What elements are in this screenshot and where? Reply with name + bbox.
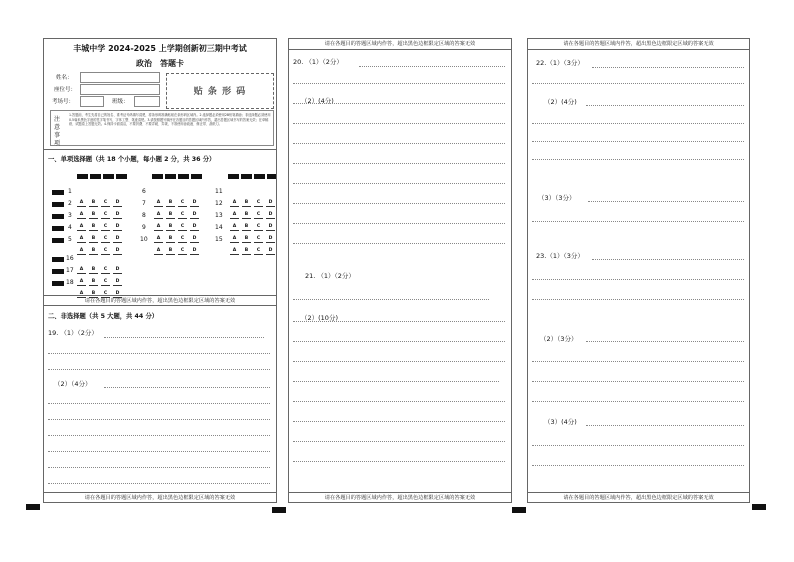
- boundary-notice-bottom-2: 请在各题目的答题区域内作答，超出黑色边框限定区域的答案无效: [324, 495, 476, 501]
- q9-options[interactable]: A B C D: [154, 224, 202, 243]
- barcode-label: 贴 条 形 码: [193, 87, 247, 97]
- q5-number: 5: [68, 236, 72, 243]
- room-label: 考场号：: [52, 99, 75, 105]
- q16-options[interactable]: A B C D: [77, 255, 125, 274]
- answer-panel-1: [43, 38, 277, 503]
- notice-box: [50, 110, 274, 146]
- q19-part1: 19. （1）（2分）: [48, 329, 98, 337]
- barcode-area: [166, 73, 274, 109]
- q19-part2: （2）（4分）: [54, 380, 92, 388]
- q3-options[interactable]: A B C D: [77, 212, 125, 231]
- q9-number: 9: [142, 224, 146, 231]
- q10-options[interactable]: A B C D: [154, 236, 202, 255]
- name-field[interactable]: [80, 72, 160, 83]
- q1-number: 1: [68, 188, 72, 195]
- q21-part1: 21. （1）（2分）: [305, 272, 355, 280]
- q20-part2: （2）(4分): [301, 97, 334, 105]
- q21-part2: （2）(10分): [301, 314, 338, 322]
- q15-options[interactable]: A B C D: [230, 236, 278, 255]
- q3-number: 3: [68, 212, 72, 219]
- exam-subtitle: 政治 答题卡: [136, 59, 184, 68]
- section2-title: 二、非选择题（共 5 大题，共 44 分）: [48, 313, 159, 320]
- exam-title: 丰城中学 2024-2025 上学期创新初三期中考试: [73, 44, 247, 53]
- q17-number: 17: [66, 267, 74, 274]
- q7-number: 7: [142, 200, 146, 207]
- q12-number: 12: [215, 200, 223, 207]
- q14-options[interactable]: A B C D: [230, 224, 278, 243]
- boundary-notice-top-2: 请在各题目的答题区域内作答，超出黑色边框限定区域的答案无效: [324, 41, 476, 47]
- alignment-marker-1: [26, 504, 40, 510]
- q12-options[interactable]: A B C D: [230, 200, 278, 219]
- answer-panel-3: [527, 38, 750, 503]
- answer-panel-2: [288, 38, 512, 503]
- q23-part3: （3）(4分): [544, 418, 577, 426]
- q15-number: 15: [215, 236, 223, 243]
- q14-number: 14: [215, 224, 223, 231]
- notice-text: 1.答题前，考生先将自己的姓名、准考证号码填写清楚，将条形码准确粘贴在条形码区域内。2.选择题必须使用2B铅笔填涂；非选择题必须使用0.5毫米黑色字迹的签字笔书写，字体工整、笔迹清楚。3.请按照题号顺序在各题目的答题区域内作答，超出答题区域书写的答案无效；在草稿纸、试题卷上答题无效。4.保持卡面清洁，不要折叠、不要弄破、弄皱，不准使用涂改液、修正带、刮纸刀。: [69, 113, 271, 126]
- q20-part1: 20. （1）（2分）: [293, 58, 343, 66]
- q8-number: 8: [142, 212, 146, 219]
- q11-options[interactable]: A B C D: [230, 188, 278, 207]
- q10-number: 10: [140, 236, 148, 243]
- notice-label: 注 意 事 项: [54, 116, 61, 147]
- boundary-notice-bottom-1: 请在各题目的答题区域内作答，超出黑色边框限定区域的答案无效: [84, 495, 236, 501]
- q13-number: 13: [215, 212, 223, 219]
- seat-field[interactable]: [80, 84, 160, 95]
- name-label: 姓名：: [56, 75, 73, 81]
- q13-options[interactable]: A B C D: [230, 212, 278, 231]
- q6-options[interactable]: A B C D: [154, 188, 202, 207]
- boundary-notice: 请在各题目的答题区域内作答，超出黑色边框限定区域的答案无效: [84, 298, 236, 304]
- boundary-notice-top-3: 请在各题目的答题区域内作答，超出黑色边框限定区域的答案无效: [563, 41, 714, 47]
- alignment-marker-2: [272, 507, 286, 513]
- q1-options[interactable]: A B C D: [77, 188, 125, 207]
- alignment-marker-3: [512, 507, 526, 513]
- q22-part3: （3）（3分）: [538, 194, 576, 202]
- class-field[interactable]: [134, 96, 160, 107]
- info-grid: [50, 71, 160, 109]
- q23-part2: （2）（3分）: [540, 335, 578, 343]
- q22-part1: 22.（1）（3分）: [536, 59, 584, 67]
- q11-number: 11: [215, 188, 223, 195]
- q2-options[interactable]: A B C D: [77, 200, 125, 219]
- q8-options[interactable]: A B C D: [154, 212, 202, 231]
- q4-options[interactable]: A B C D: [77, 224, 125, 243]
- q18-number: 18: [66, 279, 74, 286]
- q5-options[interactable]: A B C D: [77, 236, 125, 255]
- q18-options[interactable]: A B C D: [77, 279, 125, 298]
- q4-number: 4: [68, 224, 72, 231]
- room-field[interactable]: [80, 96, 104, 107]
- q17-options[interactable]: A B C D: [77, 267, 125, 286]
- q6-number: 6: [142, 188, 146, 195]
- boundary-notice-bottom-3: 请在各题目的答题区域内作答，超出黑色边框限定区域的答案无效: [563, 495, 714, 501]
- q2-number: 2: [68, 200, 72, 207]
- q7-options[interactable]: A B C D: [154, 200, 202, 219]
- q23-part1: 23.（1）（3分）: [536, 252, 584, 260]
- class-label: 班级：: [112, 99, 129, 105]
- alignment-marker-4: [752, 504, 766, 510]
- seat-label: 座位号：: [54, 87, 77, 93]
- q22-part2: （2）(4分): [544, 98, 577, 106]
- section1-title: 一、单项选择题（共 18 个小题，每小题 2 分，共 36 分）: [48, 156, 216, 163]
- q16-number: 16: [66, 255, 74, 262]
